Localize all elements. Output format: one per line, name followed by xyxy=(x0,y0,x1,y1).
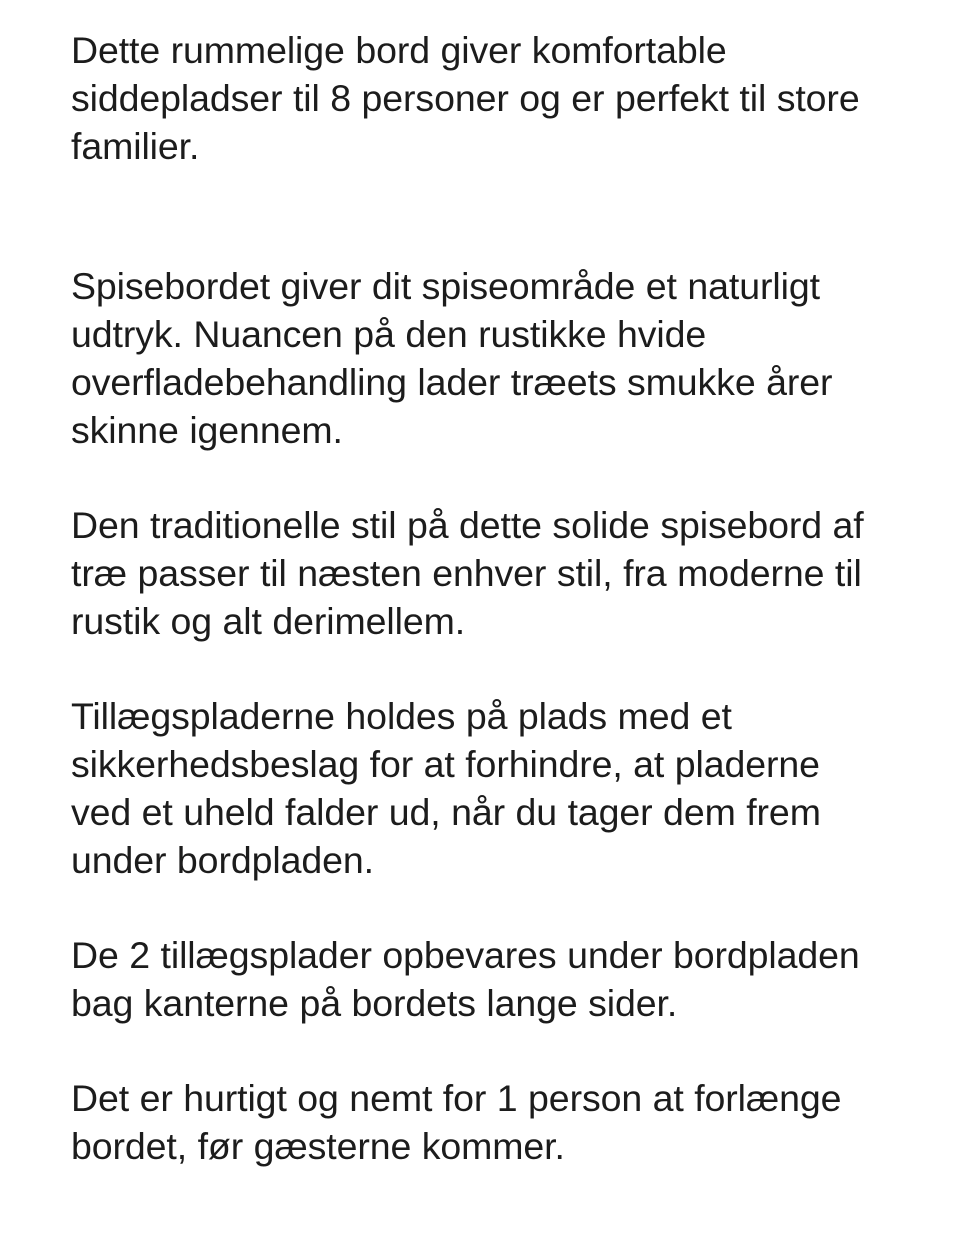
description-paragraph-5: De 2 tillægsplader opbevares under bordpladen bag kanterne på bordets lange sider. xyxy=(71,934,860,1024)
description-paragraph-4: Tillægspladerne holdes på plads med et sikkerhedsbeslag for at forhindre, at pladerne ved et uheld falder ud, når du tager dem frem under bordpladen. xyxy=(71,695,821,881)
product-description-text-block xyxy=(71,26,883,1170)
description-paragraph-3: Den traditionelle stil på dette solide spisebord af træ passer til næsten enhver stil, fra moderne til rustik og alt derimellem. xyxy=(71,504,864,642)
description-paragraph-1: Dette rummelige bord giver komfortable siddepladser til 8 personer og er perfekt til store familier. xyxy=(71,29,860,167)
description-paragraph-6: Det er hurtigt og nemt for 1 person at forlænge bordet, før gæsterne kommer. xyxy=(71,1077,842,1167)
description-paragraph-2: Spisebordet giver dit spiseområde et naturligt udtryk. Nuancen på den rustikke hvide overfladebehandling lader træets smukke årer skinne igennem. xyxy=(71,265,833,451)
